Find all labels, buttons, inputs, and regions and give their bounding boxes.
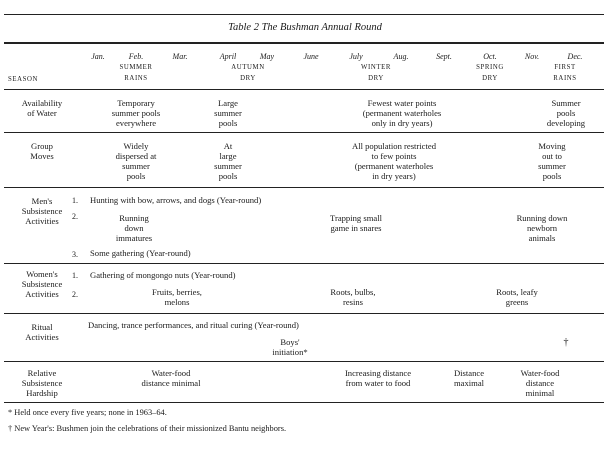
month-dec: Dec. — [567, 52, 583, 61]
men-item-1: 1. — [72, 196, 78, 205]
season-autumn-dry: AUTUMN DRY — [231, 64, 265, 82]
row-label-hardship: Relative Subsistence Hardship — [21, 368, 63, 398]
water-autumn: Large summer pools — [214, 98, 242, 128]
women-roots-bulbs: Roots, bulbs, resins — [330, 287, 376, 307]
rule-2 — [4, 132, 604, 133]
men-item-2: 2. — [72, 212, 78, 221]
men-running-newborn: Running down newborn animals — [516, 213, 568, 243]
men-item-3: 3. — [72, 250, 78, 259]
month-nov: Nov. — [524, 52, 540, 61]
season-summer-rains: SUMMER RAINS — [119, 64, 153, 82]
moves-first-rains: Moving out to summer pools — [538, 141, 566, 181]
row-label-moves: Group Moves — [30, 141, 54, 161]
hardship-summer: Water-food distance minimal — [141, 368, 201, 388]
moves-autumn: At large summer pools — [214, 141, 242, 181]
row-label-ritual: Ritual Activities — [25, 322, 59, 342]
row-label-men: Men's Subsistence Activities — [21, 196, 63, 226]
hardship-first-rains: Water-food distance minimal — [520, 368, 560, 398]
footnote-asterisk: * Held once every five years; none in 1963–64. — [8, 408, 167, 417]
month-jul: July — [349, 52, 363, 61]
month-feb: Feb. — [128, 52, 144, 61]
month-jan: Jan. — [91, 52, 105, 61]
table-title: Table 2 The Bushman Annual Round — [228, 22, 382, 33]
month-apr: April — [219, 52, 237, 61]
month-jun: June — [303, 52, 319, 61]
ritual-boys-initiation: Boys' initiation* — [272, 337, 308, 357]
moves-winter: All population restricted to few points (permanent waterholes in dry years) — [351, 141, 437, 181]
rule-4 — [4, 263, 604, 264]
month-mar: Mar. — [172, 52, 188, 61]
women-mongongo: Gathering of mongongo nuts (Year-round) — [90, 270, 236, 280]
footnote-dagger: † New Year's: Bushmen join the celebrations of their missionized Bantu neighbors. — [8, 424, 287, 433]
title-rule — [4, 42, 604, 44]
women-roots-leafy: Roots, leafy greens — [496, 287, 538, 307]
rule-1 — [4, 89, 604, 90]
water-summer: Temporary summer pools everywhere — [111, 98, 161, 128]
season-header: SEASON — [8, 76, 39, 83]
month-oct: Oct. — [483, 52, 497, 61]
moves-summer: Widely dispersed at summer pools — [115, 141, 157, 181]
rule-5 — [4, 313, 604, 314]
women-item-1: 1. — [72, 271, 78, 280]
hardship-winter: Increasing distance from water to food — [344, 368, 412, 388]
month-sep: Sept. — [436, 52, 452, 61]
month-may: May — [259, 52, 275, 61]
ritual-dancing: Dancing, trance performances, and ritual curing (Year-round) — [88, 320, 299, 330]
men-running-immatures: Running down immatures — [115, 213, 153, 243]
row-label-water: Availability of Water — [21, 98, 63, 118]
women-fruits: Fruits, berries, melons — [152, 287, 202, 307]
season-first-rains: FIRST RAINS — [553, 64, 577, 82]
men-hunting: Hunting with bow, arrows, and dogs (Year-round) — [90, 195, 262, 205]
water-first-rains: Summer pools developing — [546, 98, 586, 128]
water-winter: Fewest water points (permanent waterholes only in dry years) — [362, 98, 442, 128]
season-spring-dry: SPRING DRY — [476, 64, 504, 82]
season-winter-dry: WINTER DRY — [360, 64, 392, 82]
month-aug: Aug. — [393, 52, 409, 61]
hardship-spring: Distance maximal — [453, 368, 485, 388]
rule-bottom — [4, 402, 604, 403]
top-rule — [4, 14, 604, 15]
men-trapping: Trapping small game in snares — [330, 213, 382, 233]
row-label-women: Women's Subsistence Activities — [21, 269, 63, 299]
women-item-2: 2. — [72, 290, 78, 299]
ritual-dagger-mark: † — [563, 337, 569, 348]
rule-3 — [4, 187, 604, 188]
men-gathering: Some gathering (Year-round) — [90, 248, 191, 258]
rule-6 — [4, 361, 604, 362]
